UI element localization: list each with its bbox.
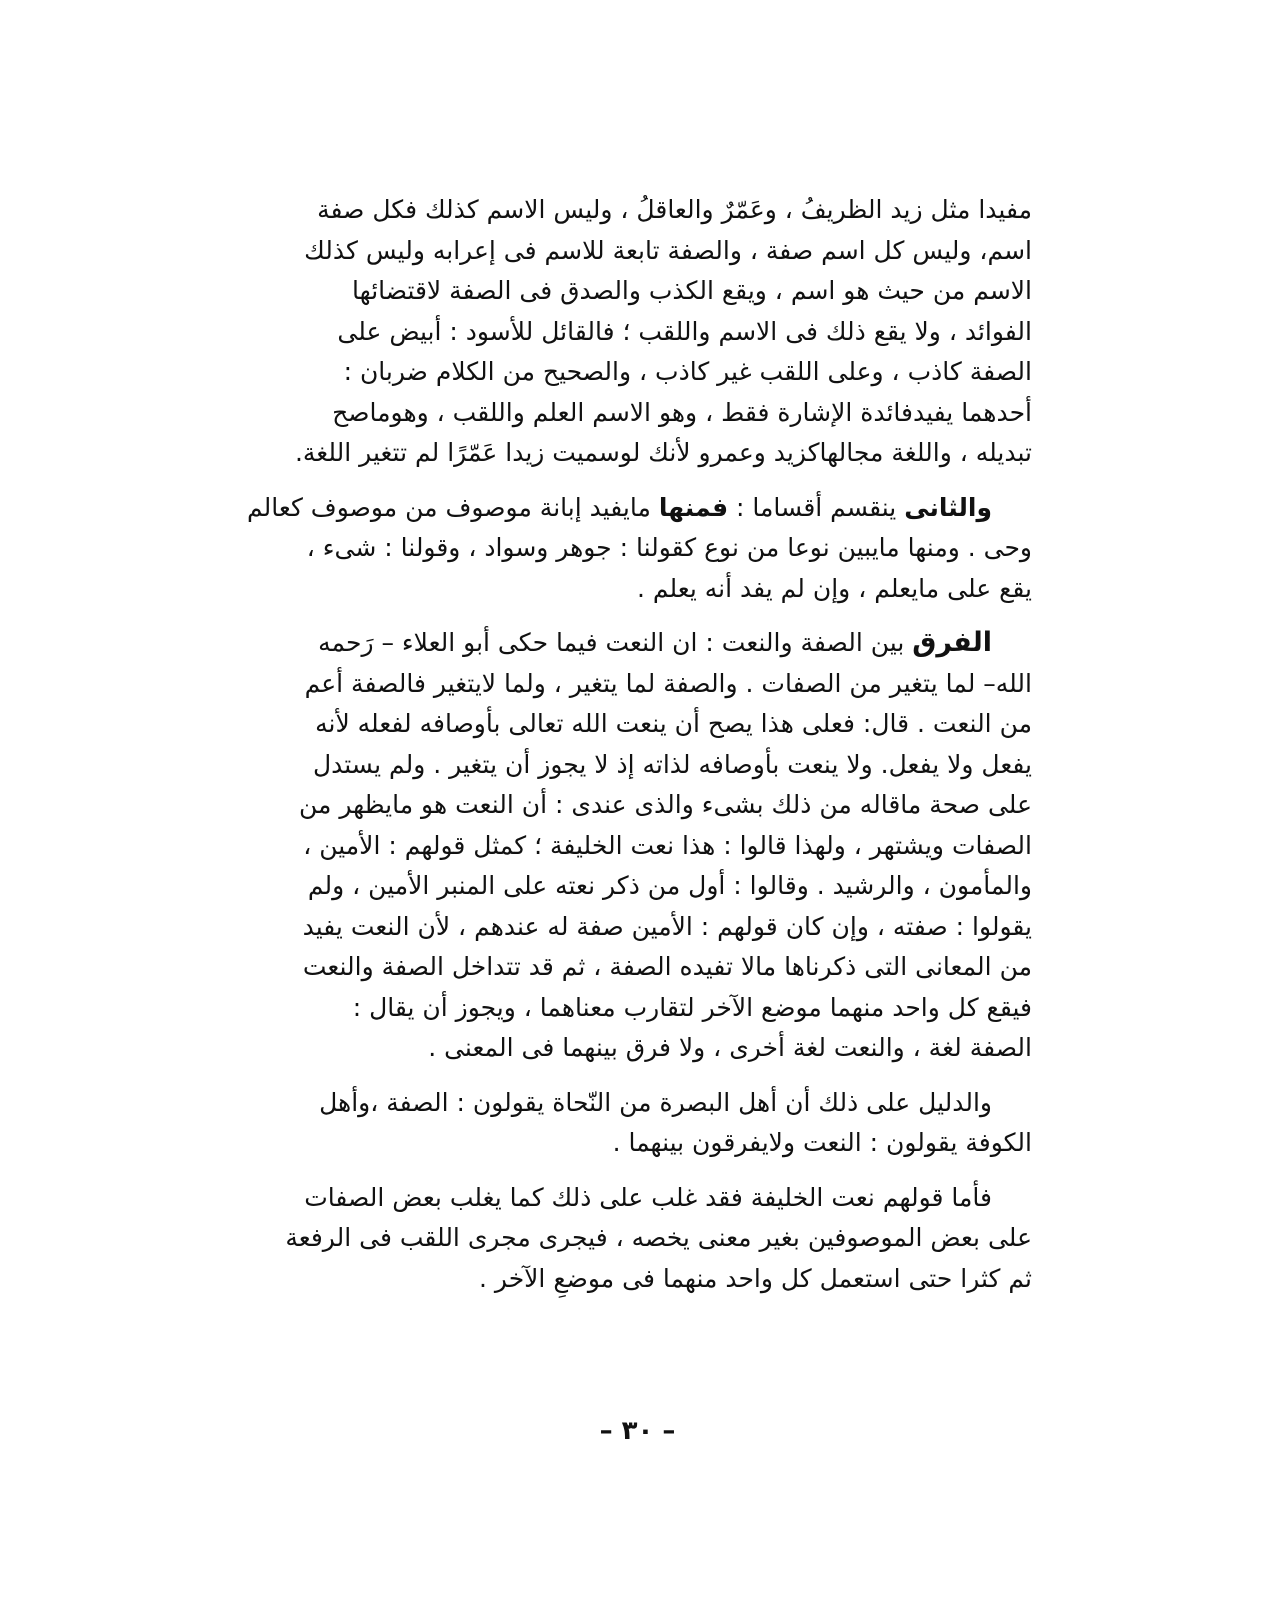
line: والمأمون ، والرشيد . وقالوا : أول من ذكر نعته على المنبر الأمين ، ولم [307,871,1032,900]
line: من المعانى التى ذكرناها مالا تفيده الصفة ، ثم قد تتداخل الصفة والنعت [302,952,1032,981]
line: أحدهما يفيدفائدة الإشارة فقط ، وهو الاسم العلم واللقب ، وهوماصح [332,397,1032,427]
line: الفوائد ، ولا يقع ذلك فى الاسم واللقب ؛ فالقائل للأسود : أبيض على [337,316,1032,346]
section-heading-word: الفرق [912,627,992,658]
paragraph-5 [222,1178,1032,1300]
line: مفيدا مثل زيد الظريفُ ، وعَمّرٌ والعاقلُ ، وليس الاسم كذلك فكل صفة [317,195,1032,224]
line: على بعض الموصوفين بغير معنى يخصه ، فيجرى مجرى اللقب فى الرفعة [285,1223,1032,1252]
line: يفعل ولا يفعل. ولا ينعت بأوصافه لذاته إذ لا يجوز أن يتغير . ولم يستدل [312,749,1032,779]
lead-word: فمنها [658,492,729,522]
line: فيقع كل واحد منهما موضع الآخر لتقارب معناهما ، ويجوز أن يقال : [352,992,1032,1022]
paragraph-2 [222,488,1032,610]
line: الكوفة يقولون : النعت ولايفرقون بينهما . [612,1128,1032,1157]
line: الصفات ويشتهر ، ولهذا قالوا : هذا نعت الخليفة ؛ كمثل قولهم : الأمين ، [303,830,1032,860]
paragraph-4 [222,1083,1032,1164]
line-fragment: ينقسم أقساما : [728,492,905,522]
line-fragment: مايفيد إبانة موصوف من موصوف كعالم [247,492,659,522]
line: والدليل على ذلك أن أهل البصرة من النّحاة يقولون : الصفة ،وأهل [319,1087,992,1117]
line: وحى . ومنها مايبين نوعا من نوع كقولنا : جوهر وسواد ، وقولنا : شىء ، [306,533,1032,562]
lead-word: والثانى [904,492,992,522]
body-text [222,190,1032,1299]
page-number: – ٣٠ – [599,1416,676,1446]
line: الله– لما يتغير من الصفات . والصفة لما يتغير ، ولما لايتغير فالصفة أعم [304,668,1032,698]
line: اسم، وليس كل اسم صفة ، والصفة تابعة للاسم فى إعرابه وليس كذلك [304,235,1032,265]
line: الصفة لغة ، والنعت لغة أخرى ، ولا فرق بينهما فى المعنى . [428,1033,1032,1062]
line: الصفة كاذب ، وعلى اللقب غير كاذب ، والصحيح من الكلام ضربان : [343,357,1032,386]
line-fragment: بين الصفة والنعت : ان النعت فيما حكى أبو العلاء – رَحمه [318,628,913,657]
paragraph-1 [222,190,1032,474]
paragraph-3 [222,623,1032,1069]
line: تبديله ، واللغة مجالهاكزيد وعمرو لأنك لوسميت زيدا عَمّرًا لم تتغير اللغة. [294,438,1032,467]
line: فأما قولهم نعت الخليفة فقد غلب على ذلك كما يغلب بعض الصفات [304,1182,992,1212]
line: من النعت . قال: فعلى هذا يصح أن ينعت الله تعالى بأوصافه لفعله لأنه [315,709,1032,738]
line: على صحة ماقاله من ذلك بشىء والذى عندى : أن النعت هو مايظهر من [298,790,1032,819]
line: ثم كثرا حتى استعمل كل واحد منهما فى موضعِ الآخر . [479,1263,1032,1293]
line: يقع على مايعلم ، وإن لم يفد أنه يعلم . [636,573,1032,603]
line: يقولوا : صفته ، وإن كان قولهم : الأمين صفة له عندهم ، لأن النعت يفيد [302,911,1032,941]
line: الاسم من حيث هو اسم ، ويقع الكذب والصدق فى الصفة لاقتضائها [352,276,1032,305]
